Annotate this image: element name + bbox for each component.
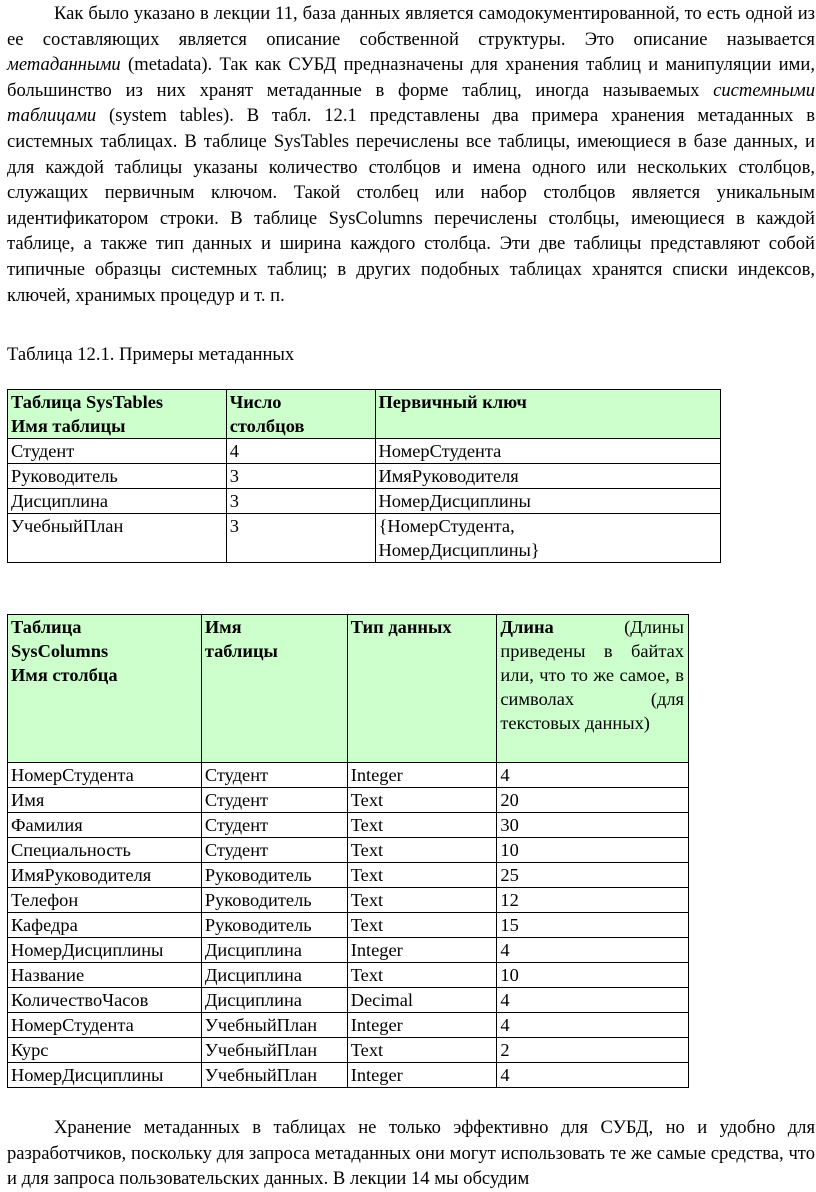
syscolumns-cell-len: 4 (497, 1013, 689, 1038)
syscolumns-cell-type: Integer (347, 1013, 497, 1038)
syscolumns-cell-table: Руководитель (201, 888, 347, 913)
syscolumns-header-len: Длина (Длины приведены в байтах или, что то же самое, в символах (для текстовых данных) (497, 615, 689, 763)
syscolumns-cell-table: УчебныйПлан (201, 1013, 347, 1038)
systables-table (7, 389, 721, 563)
syscolumns-cell-table: Дисциплина (201, 938, 347, 963)
syscolumns-row (8, 788, 689, 813)
syscolumns-cell-col: Название (8, 963, 202, 988)
syscolumns-cell-type: Text (347, 838, 497, 863)
syscolumns-cell-table: Руководитель (201, 913, 347, 938)
syscolumns-cell-type: Text (347, 913, 497, 938)
syscolumns-cell-type: Text (347, 888, 497, 913)
syscolumns-row (8, 1063, 689, 1088)
syscolumns-header-row (8, 615, 689, 763)
syscolumns-cell-table: Дисциплина (201, 963, 347, 988)
syscolumns-cell-table: Студент (201, 838, 347, 863)
syscolumns-cell-type: Text (347, 788, 497, 813)
syscolumns-row (8, 938, 689, 963)
systables-cell-pk: ИмяРуководителя (375, 464, 721, 489)
syscolumns-cell-col: КоличествоЧасов (8, 988, 202, 1013)
systables-cell-name: УчебныйПлан (8, 514, 227, 563)
syscolumns-cell-len: 15 (497, 913, 689, 938)
syscolumns-cell-type: Text (347, 963, 497, 988)
syscolumns-cell-len: 12 (497, 888, 689, 913)
systables-row (8, 514, 721, 563)
syscolumns-cell-table: Руководитель (201, 863, 347, 888)
systables-cell-cols: 4 (226, 439, 375, 464)
syscolumns-cell-len: 25 (497, 863, 689, 888)
syscolumns-cell-table: Дисциплина (201, 988, 347, 1013)
syscolumns-cell-len: 30 (497, 813, 689, 838)
systables-cell-pk: НомерДисциплины (375, 489, 721, 514)
term-metadata: метаданными (7, 54, 121, 76)
closing-paragraph: Хранение метаданных в таблицах не только эффективно для СУБД, но и удобно для разработчиков, поскольку для запроса метаданных они могут использовать те же самые средства, что и для запроса пользовательских данных. В лекции 14 мы обсудим (7, 1117, 815, 1190)
syscolumns-cell-table: УчебныйПлан (201, 1063, 347, 1088)
syscolumns-cell-type: Text (347, 813, 497, 838)
syscolumns-cell-type: Integer (347, 938, 497, 963)
table-caption: Таблица 12.1. Примеры метаданных (7, 344, 295, 365)
syscolumns-cell-type: Integer (347, 763, 497, 788)
syscolumns-cell-col: Курс (8, 1038, 202, 1063)
syscolumns-cell-type: Decimal (347, 988, 497, 1013)
systables-row (8, 464, 721, 489)
syscolumns-cell-col: Специальность (8, 838, 202, 863)
systables-cell-name: Руководитель (8, 464, 227, 489)
intro-text-3: (system tables). В табл. 12.1 представлены два примера хранения метаданных в системных таблицах. В таблице SysTables перечислены все таблицы, имеющиеся в базе данных, и для каждой таблицы указаны количество столбцов и имена одного или нескольких столбцов, служащих первичным ключом. Такой столбец или набор столбцов является уникальным идентификатором строки. В таблице SysColumns перечислены столбцы, имеющиеся в каждой таблице, а также тип данных и ширина каждого столбца. Эти две таблицы представляют собой типичные образцы системных таблиц; в других подобных таблицах хранятся списки индексов, ключей, хранимых процедур и т. п. (7, 105, 815, 306)
syscolumns-header-type: Тип данных (347, 615, 497, 763)
systables-header-cols: Число столбцов (226, 390, 375, 439)
syscolumns-cell-col: НомерДисциплины (8, 938, 202, 963)
syscolumns-cell-col: Кафедра (8, 913, 202, 938)
syscolumns-cell-type: Integer (347, 1063, 497, 1088)
syscolumns-cell-type: Text (347, 1038, 497, 1063)
syscolumns-cell-table: УчебныйПлан (201, 1038, 347, 1063)
systables-header-pk: Первичный ключ (375, 390, 721, 439)
systables-row (8, 439, 721, 464)
syscolumns-cell-col: НомерСтудента (8, 1013, 202, 1038)
syscolumns-row (8, 988, 689, 1013)
systables-cell-cols: 3 (226, 464, 375, 489)
intro-text-1: Как было указано в лекции 11, база данных является самодокументированной, то есть одной из ее составляющих является описание собственной структуры. Это описание называется (7, 3, 815, 50)
syscolumns-row (8, 763, 689, 788)
syscolumns-cell-col: НомерДисциплины (8, 1063, 202, 1088)
syscolumns-cell-col: Имя (8, 788, 202, 813)
systables-cell-pk: НомерСтудента (375, 439, 721, 464)
systables-row (8, 489, 721, 514)
syscolumns-row (8, 1038, 689, 1063)
systables-cell-cols: 3 (226, 489, 375, 514)
syscolumns-cell-col: Фамилия (8, 813, 202, 838)
syscolumns-cell-table: Студент (201, 813, 347, 838)
intro-text-2: (metadata). Так как СУБД предназначены для хранения таблиц и манипуляции ими, большинство из них хранят метаданные в форме таблиц, иногда называемых (7, 54, 815, 101)
syscolumns-cell-type: Text (347, 863, 497, 888)
syscolumns-cell-len: 20 (497, 788, 689, 813)
syscolumns-cell-len: 4 (497, 763, 689, 788)
syscolumns-cell-table: Студент (201, 788, 347, 813)
term-system-tables: системными таблицами (7, 79, 815, 127)
syscolumns-cell-col: ИмяРуководителя (8, 863, 202, 888)
syscolumns-row (8, 913, 689, 938)
syscolumns-table (7, 614, 689, 1088)
syscolumns-cell-len: 4 (497, 1063, 689, 1088)
syscolumns-row (8, 963, 689, 988)
syscolumns-cell-len: 10 (497, 838, 689, 863)
syscolumns-cell-len: 10 (497, 963, 689, 988)
syscolumns-row (8, 863, 689, 888)
syscolumns-cell-len: 4 (497, 988, 689, 1013)
syscolumns-row (8, 888, 689, 913)
syscolumns-row (8, 838, 689, 863)
syscolumns-cell-table: Студент (201, 763, 347, 788)
systables-header-name: Таблица SysTables Имя таблицы (8, 390, 227, 439)
systables-cell-name: Дисциплина (8, 489, 227, 514)
systables-header-row (8, 390, 721, 439)
syscolumns-header-col: Таблица SysColumns Имя столбца (8, 615, 202, 763)
systables-cell-cols: 3 (226, 514, 375, 563)
syscolumns-cell-len: 4 (497, 938, 689, 963)
syscolumns-row (8, 813, 689, 838)
syscolumns-cell-col: НомерСтудента (8, 763, 202, 788)
syscolumns-header-table: Имя таблицы (201, 615, 347, 763)
syscolumns-row (8, 1013, 689, 1038)
systables-cell-name: Студент (8, 439, 227, 464)
syscolumns-cell-col: Телефон (8, 888, 202, 913)
syscolumns-cell-len: 2 (497, 1038, 689, 1063)
systables-cell-pk: {НомерСтудента, НомерДисциплины} (375, 514, 721, 563)
intro-paragraph (7, 1, 815, 308)
